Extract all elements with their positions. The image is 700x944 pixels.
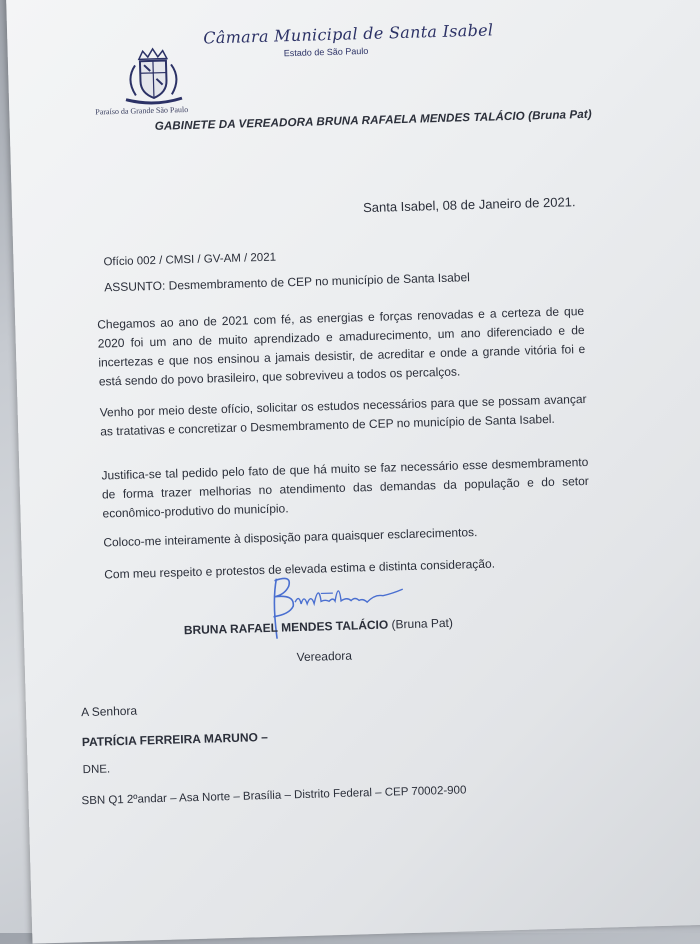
recipient-address: SBN Q1 2ºandar – Asa Norte – Brasília – Distrito Federal – CEP 70002-900 — [81, 784, 467, 808]
signer-role: Vereadora — [296, 648, 353, 665]
recipient-department: DNE. — [82, 763, 111, 777]
date-line: Santa Isabel, 08 de Janeiro de 2021. — [362, 194, 576, 216]
body-paragraph: Chegamos ao ano de 2021 com fé, as energias e forças renovadas e a certeza de que 2020 foi um ano de muito aprendizado e amadurecimento, um ano diferenciado e de incertezas e que nos ensinou a jamais desistir, de acreditar e onde a grande vitória foi e está sendo do povo brasileiro, que sobreviveu a todos os percalços. — [97, 303, 586, 389]
body-paragraph: Justifica-se tal pedido pelo fato de que há muito se faz necessário esse desmembramento de forma trazer melhorias no atendimento das demandas da população e do setor econômico-produtivo do município. — [101, 454, 590, 521]
closing-paragraph: Com meu respeito e protestos de elevada estima e distinta consideração. — [104, 556, 496, 582]
office-heading: GABINETE DA VEREADORA BRUNA RAFAELA MENDES TALÁCIO (Bruna Pat) — [154, 107, 592, 133]
signer-nickname: (Bruna Pat) — [391, 615, 454, 632]
letter-page — [6, 0, 700, 944]
body-paragraph: Coloco-me inteiramente à disposição para quaisquer esclarecimentos. — [103, 525, 478, 550]
reference-number: Ofício 002 / CMSI / GV-AM / 2021 — [103, 251, 277, 269]
recipient-name: PATRÍCIA FERREIRA MARUNO – — [81, 729, 269, 750]
institution-name: Câmara Municipal de Santa Isabel — [203, 20, 494, 48]
state-name: Estado de São Paulo — [283, 45, 369, 59]
crest-caption: Paraíso da Grande São Paulo — [95, 104, 189, 117]
coat-of-arms-icon — [112, 44, 194, 106]
subject-line: ASSUNTO: Desmembramento de CEP no município de Santa Isabel — [104, 270, 471, 295]
recipient-salutation: A Senhora — [80, 703, 138, 720]
body-paragraph: Venho por meio deste ofício, solicitar os estudos necessários para que se possam avançar as tratativas e concretizar o Desmembramento de CEP no município de Santa Isabel. — [99, 391, 587, 439]
signer-full-name: BRUNA RAFAEL MENDES TALÁCIO — [183, 617, 389, 638]
